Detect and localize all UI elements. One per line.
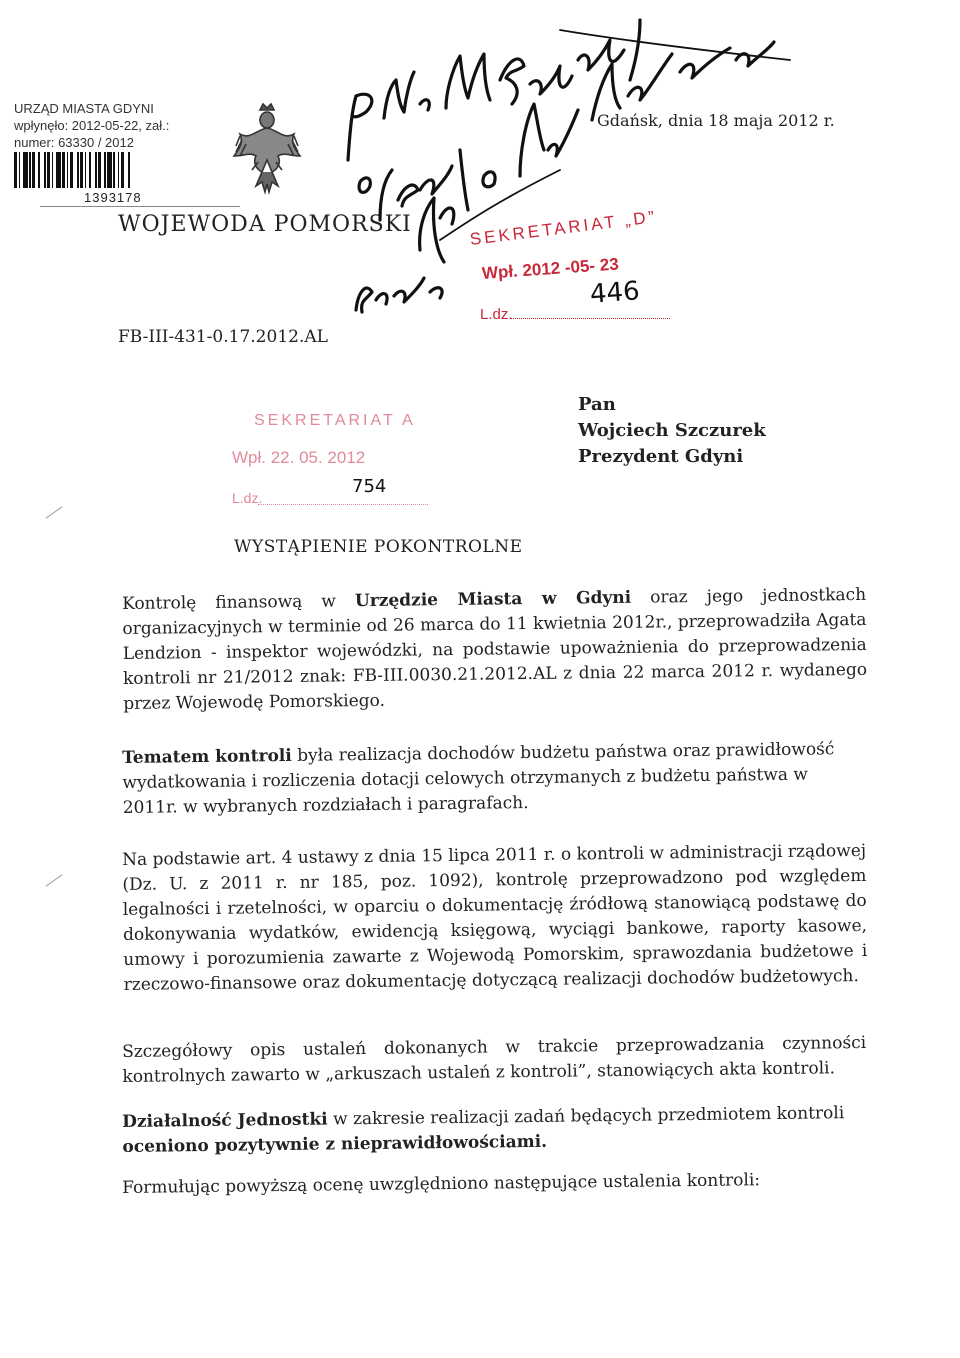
- polish-eagle-emblem-icon: [232, 100, 302, 204]
- paragraph-legal-basis: Na podstawie art. 4 ustawy z dnia 15 lipca 2011 r. o kontroli w administracji rządowej (Dz. U. z 2011 r. nr 185, poz. 1092), kontrolę przeprowadzono pod względem legalności i rzetelności, w oparciu o dokumentację źródłową stanowiącą podstawę do dokonywania wydatków, ewidencją księgową, wyciągi bankowe, raporty kasowe, umowy i porozumienia zawarte z Wojewodą Pomorskim, sprawozdania budżetowe i rzeczowo-finansowe oraz dokumentację dotyczącą realizacji dochodów budżetowych.: [122, 840, 868, 995]
- paragraph-findings-details: Szczegółowy opis ustaleń dokonanych w trakcie przeprowadzania czynności kontrolnych zawarto w „arkuszach ustaleń z kontroli”, stanowiących akta kontroli.: [122, 1032, 867, 1087]
- document-title: WYSTĄPIENIE POKONTROLNE: [234, 537, 523, 557]
- secretariat-a-dotted-line: [258, 504, 428, 505]
- paragraph-text: w zakresie realizacji zadań będących przedmiotem kontroli: [327, 1103, 845, 1130]
- barcode-bar: [130, 152, 132, 188]
- paragraph-text: była realizacja dochodów budżetu państwa oraz prawidłowość wydatkowania i rozliczenia dotacji celowych otrzymanych z budżetu państwa w 2011r. w wybranych rozdziałach i paragrafach.: [122, 739, 835, 818]
- paragraph-audit-scope: [122, 583, 867, 717]
- registry-stamp: [14, 100, 169, 151]
- margin-mark: [46, 506, 63, 518]
- paragraph-bold-text: Tematem kontroli: [122, 745, 292, 768]
- paragraph-bold-text: Urzędzie Miasta w Gdyni: [354, 587, 632, 612]
- addressee-block: [578, 392, 766, 470]
- margin-mark: [46, 874, 63, 886]
- secretariat-d-dotted-line: [510, 318, 670, 319]
- secretariat-d-received: Wpł. 2012 -05- 23: [481, 254, 620, 283]
- barcode-number: 1393178: [84, 190, 142, 205]
- issuer-heading: WOJEWODA POMORSKI: [118, 212, 412, 237]
- registry-received: wpłynęło: 2012-05-22, zał.:: [14, 118, 170, 133]
- barcode: [14, 152, 236, 188]
- addressee-salutation: Pan: [578, 394, 616, 415]
- secretariat-d-ldz-number: 446: [589, 276, 641, 310]
- addressee-position: Prezydent Gdyni: [578, 446, 744, 467]
- registry-office: URZĄD MIASTA GDYNI: [14, 101, 154, 116]
- secretariat-d-title: SEKRETARIAT „D”: [468, 207, 659, 249]
- secretariat-a-ldz-number: 754: [352, 476, 387, 497]
- paragraph-findings-intro: Formułując powyższą ocenę uwzględniono następujące ustalenia kontroli:: [122, 1170, 761, 1198]
- registry-number: numer: 63330 / 2012: [14, 135, 134, 150]
- addressee-name: Wojciech Szczurek: [578, 420, 766, 441]
- secretariat-a-ldz-label: L.dz.: [232, 490, 263, 506]
- paragraph-assessment: [122, 1101, 867, 1160]
- secretariat-a-title: SEKRETARIAT A: [254, 412, 416, 429]
- place-date: Gdańsk, dnia 18 maja 2012 r.: [597, 111, 835, 130]
- paragraph-audit-subject: [122, 737, 867, 821]
- secretariat-a-received: Wpł. 22. 05. 2012: [232, 448, 366, 467]
- paragraph-text: Kontrolę finansową w: [122, 591, 356, 614]
- barcode-underline: [40, 206, 240, 207]
- paragraph-bold-text: oceniono pozytywnie z nieprawidłowościami.: [122, 1131, 548, 1157]
- paragraph-bold-text: Działalność Jednostki: [122, 1109, 328, 1132]
- paragraph-text: oraz jego jednostkach organizacyjnych w terminie od 26 marca do 11 kwietnia 2012r., przeprowadziła Agata Lendzion - inspektor wojewódzki, na podstawie upoważnienia do przeprowadzenia kontroli nr 21/2012 znak: FB-III.0030.21.2012.AL z dnia 22 marca 2012 r. wydanego przez Wojewodę Pomorskiego.: [122, 584, 868, 714]
- secretariat-a-stamp: [232, 408, 442, 518]
- secretariat-d-ldz-label: L.dz.: [480, 306, 513, 323]
- reference-number: FB-III-431-0.17.2012.AL: [118, 327, 328, 347]
- secretariat-d-stamp: [468, 207, 720, 332]
